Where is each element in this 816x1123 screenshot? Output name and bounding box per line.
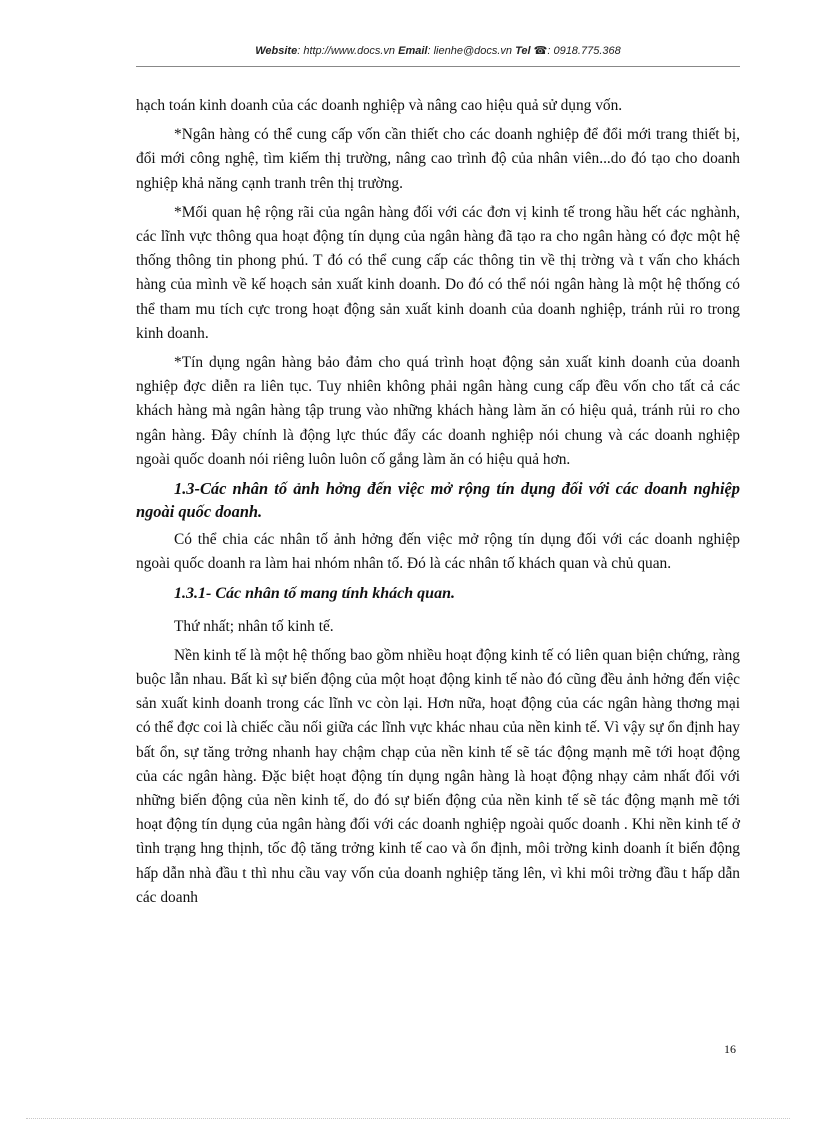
header-email-label: Email [398, 45, 428, 57]
header-website-value: : http://www.docs.vn [297, 45, 396, 57]
header-website-label: Website [255, 45, 298, 57]
paragraph-7: Nền kinh tế là một hệ thống bao gồm nhiều hoạt động kinh tế có liên quan biện chứng, ràng buộc lẫn nhau. Bất kì sự biến động của một hoạt động kinh tế nào đó cũng đều ảnh hởng đến việc sản xuất kinh doanh trong các lĩnh vc còn lại. Hơn nữa, hoạt động của các ngân hàng thơng mại có thể đợc coi là chiếc cầu nối giữa các lĩnh vực khác nhau của nền kinh tế. Vì vậy sự ổn định hay bất ổn, sự tăng trởng nhanh hay chậm chạp của nền kinh tế sẽ tác động mạnh mẽ tới hoạt động của các ngân hàng. Đặc biệt hoạt động tín dụng ngân hàng là hoạt động nhạy cảm nhất đối với những biến động của nền kinh tế, do đó sự biến động của nền kinh tế sẽ tác động mạnh mẽ tới hoạt động tín dụng của ngân hàng đối với các doanh nghiệp ngoài quốc doanh . Khi nền kinh tế ở tình trạng hng thịnh, tốc độ tăng trởng kinh tế cao và ổn định, môi trờng kinh doanh ít biến động hấp dẫn nhà đầu t thì nhu cầu vay vốn của doanh nghiệp tăng lên, vì khi môi trờng đầu t hấp dẫn các doanh [136, 646, 740, 906]
paragraph-2: *Ngân hàng có thể cung cấp vốn cần thiết cho các doanh nghiệp để đổi mới trang thiết bị, đổi mới công nghệ, tìm kiếm thị trường, nâng cao trình độ của nhân viên...do đó tạo cho doanh nghiệp khả năng cạnh tranh trên thị trường. [136, 126, 740, 192]
paragraph-3: *Mối quan hệ rộng rãi của ngân hàng đối với các đơn vị kinh tế trong hầu hết các nghành, các lĩnh vực thông qua hoạt động tín dụng của ngân hàng đã tạo ra cho ngân hàng có đợc một hệ thống thông tin phong phú. T đó có thể cung cấp các thông tin về thị trờng và t vấn cho khách hàng của mình về kế hoạch sản xuất kinh doanh. Do đó có thể nói ngân hàng là một hệ thống có thể tham mu tích cực trong hoạt động sản xuất kinh doanh của doanh nghiệp, tránh rủi ro trong kinh doanh. [136, 203, 740, 342]
subsection-heading-1-3-1: 1.3.1- Các nhân tố mang tính khách quan. [174, 585, 455, 603]
paragraph-5: Có thể chia các nhân tố ảnh hởng đến việc mở rộng tín dụng đối với các doanh nghiệp ngoài quốc doanh ra làm hai nhóm nhân tố. Đó là các nhân tố khách quan và chủ quan. [136, 531, 740, 573]
header-divider [136, 66, 740, 67]
header-tel-value: : 0918.775.368 [547, 45, 621, 57]
paragraph-4: *Tín dụng ngân hàng bảo đảm cho quá trình hoạt động sản xuất kinh doanh của doanh nghiệp đợc diễn ra liên tục. Tuy nhiên không phải ngân hàng cung cấp đều vốn cho tất cả các khách hàng mà ngân hàng tập trung vào những khách hàng làm ăn có hiệu quả, tránh rủi ro cho ngân hàng. Đây chính là động lực thúc đẩy các doanh nghiệp nói chung và các doanh nghiệp ngoài quốc doanh nói riêng luôn luôn cố gắng làm ăn có hiệu quả hơn. [136, 354, 740, 468]
paragraph-1: hạch toán kinh doanh của các doanh nghiệp và nâng cao hiệu quả sử dụng vốn. [136, 97, 623, 114]
paragraph-6: Thứ nhất; nhân tố kinh tế. [174, 617, 334, 635]
footer-divider [26, 1118, 790, 1119]
page-header [136, 44, 740, 57]
document-body [136, 94, 740, 915]
section-heading-1-3: 1.3-Các nhân tố ảnh hởng đến việc mở rộng tín dụng đối với các doanh nghiệp ngoài quốc doanh. [136, 479, 740, 522]
page-number: 16 [724, 1042, 736, 1056]
header-email-value: : lienhe@docs.vn [427, 45, 513, 57]
phone-icon: ☎ [533, 45, 548, 57]
header-tel-label: Tel [515, 45, 531, 57]
